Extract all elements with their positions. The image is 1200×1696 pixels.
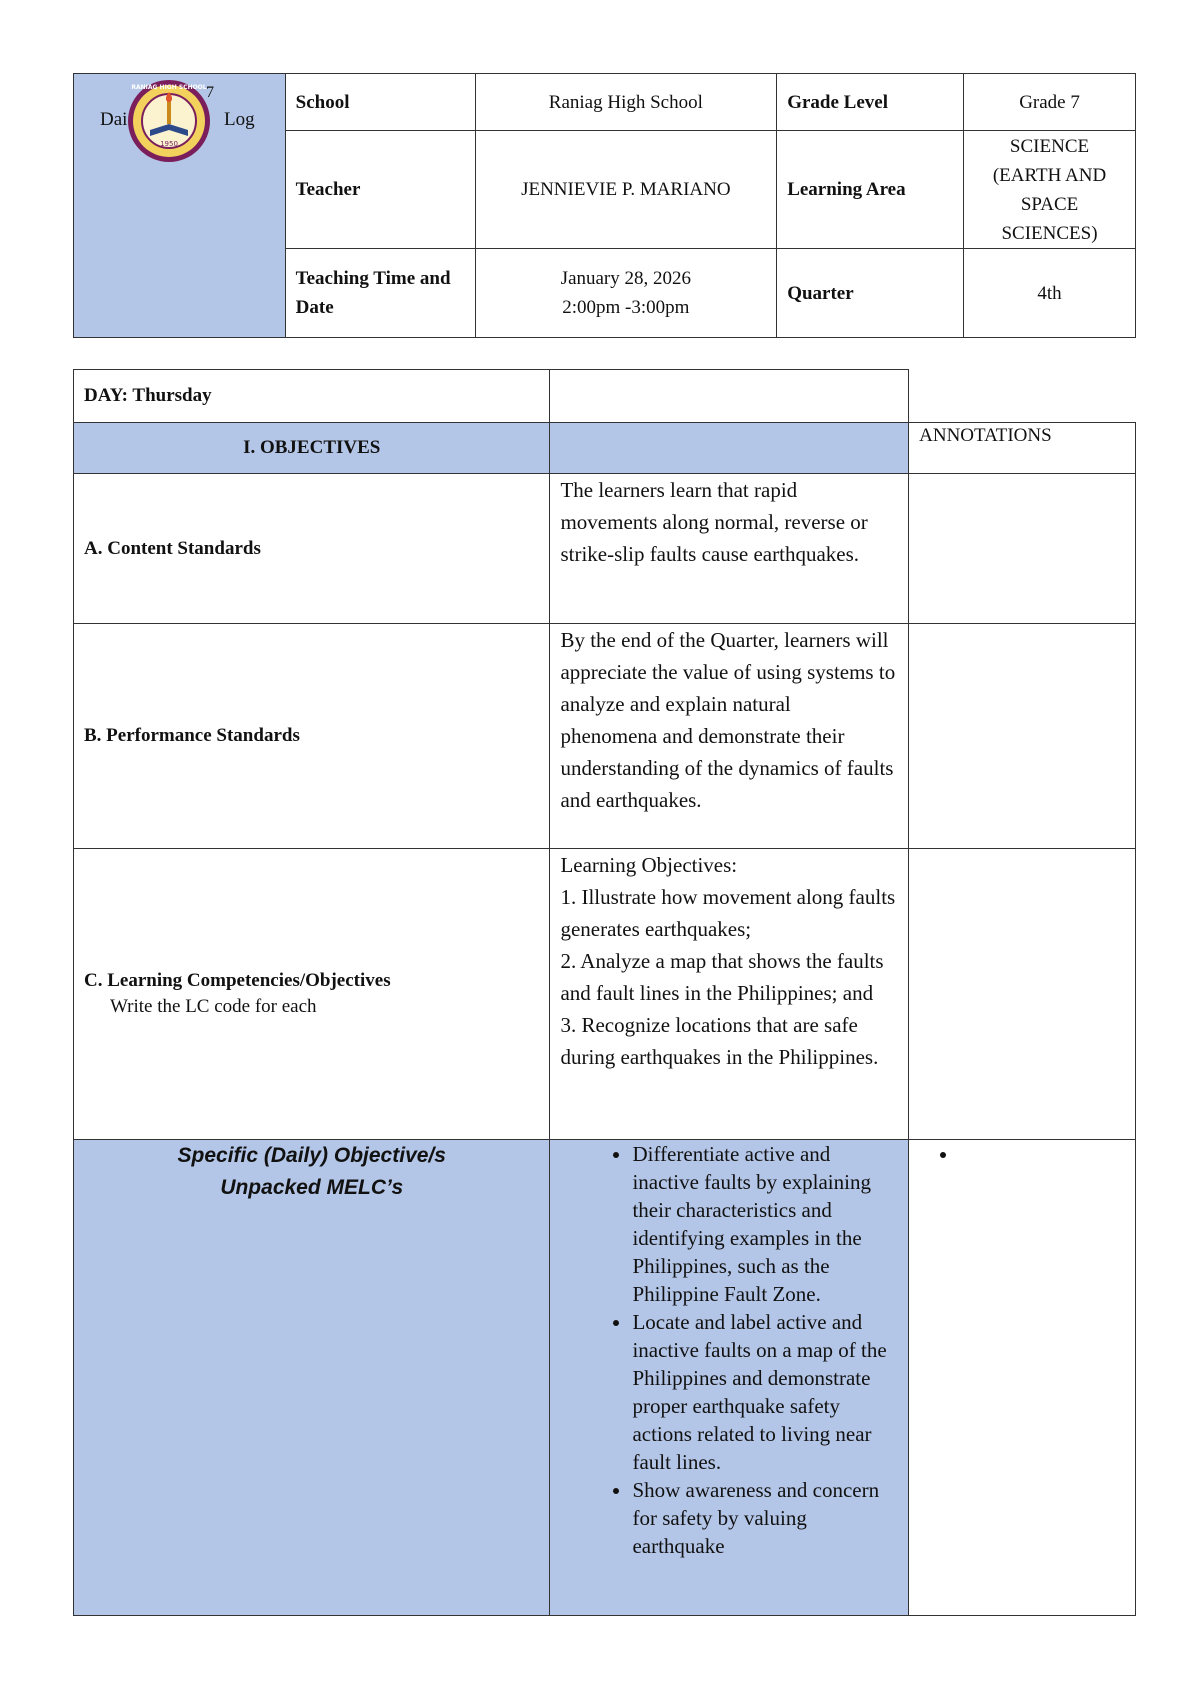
competencies-sub: Write the LC code for each: [110, 996, 317, 1017]
specific-objectives-annotation: [909, 1140, 1136, 1616]
specific-label-line-2: Unpacked MELC’s: [220, 1176, 404, 1199]
specific-objective-item: • Locate and label active and inactive faults on a map of the Philippines and demonstrate proper earthquake safety actions related to living near fault lines.: [632, 1308, 898, 1476]
content-standards-text: The learners learn that rapid movements along normal, reverse or strike-slip faults cause earthquakes.: [550, 474, 909, 624]
performance-standards-annotation: [909, 624, 1136, 849]
empty-corner: [909, 370, 1136, 423]
logo-left-text: Dai: [100, 109, 128, 130]
school-label: School: [285, 74, 475, 131]
learning-objective-item: 3. Recognize locations that are safe during earthquakes in the Philippines.: [560, 1013, 879, 1069]
header-table: [73, 73, 1136, 338]
content-standards-label: A. Content Standards: [74, 474, 550, 624]
learning-objectives-heading: Learning Objectives:: [560, 853, 738, 877]
specific-objective-item: • Show awareness and concern for safety by valuing earthquake: [632, 1476, 898, 1560]
seal-year: 1950: [160, 140, 178, 148]
seal-text: RANIAG HIGH SCHOOL: [131, 84, 207, 91]
day-label: DAY: Thursday: [74, 370, 550, 423]
performance-standards-text-1: By the end of the Quarter, learners will appreciate the value of using systems to analyze and explain natural: [560, 628, 896, 716]
logo-cell: [74, 74, 286, 338]
learning-objective-item: 2. Analyze a map that shows the faults and fault lines in the Philippines; and: [560, 949, 884, 1005]
grade-level-label: Grade Level: [777, 74, 964, 131]
specific-objectives-cell: [550, 1140, 909, 1616]
objectives-table: [73, 369, 1136, 1616]
quarter-label: Quarter: [777, 249, 964, 338]
grade-level-value: Grade 7: [964, 74, 1136, 131]
specific-objectives-list: [550, 1140, 898, 1560]
performance-standards-label: B. Performance Standards: [74, 624, 550, 849]
logo-superscript: 7: [206, 84, 214, 101]
learning-objective-item: 1. Illustrate how movement along faults generates earthquakes;: [560, 885, 896, 941]
objectives-heading: I. OBJECTIVES: [74, 423, 550, 474]
teaching-time-label: Teaching Time and Date: [285, 249, 475, 338]
objectives-blank-cell: [550, 423, 909, 474]
quarter-value: 4th: [964, 249, 1136, 338]
content-standards-annotation: [909, 474, 1136, 624]
annotations-heading: ANNOTATIONS: [909, 423, 1136, 474]
logo-right-text: Log: [224, 109, 255, 130]
teaching-time: 2:00pm -3:00pm: [562, 297, 690, 318]
competencies-annotation: [909, 849, 1136, 1140]
annotation-bullet-list: [909, 1140, 1135, 1168]
school-seal-icon: [126, 78, 212, 164]
specific-objective-item: • Differentiate active and inactive faults by explaining their characteristics and identifying examples in the Philippines, such as the Philippine Fault Zone.: [632, 1140, 898, 1308]
competencies-label: C. Learning Competencies/Objectives: [84, 970, 391, 991]
specific-objectives-label: [74, 1140, 550, 1616]
specific-label-line-1: Specific (Daily) Objective/s: [177, 1144, 446, 1167]
school-value: Raniag High School: [475, 74, 777, 131]
learning-area-value: SCIENCE (EARTH AND SPACE SCIENCES): [964, 131, 1136, 249]
annotation-bullet-item: [959, 1140, 1135, 1168]
performance-standards-cell: [550, 624, 909, 849]
competencies-cell: [74, 849, 550, 1140]
day-blank-cell: [550, 370, 909, 423]
teacher-label: Teacher: [285, 131, 475, 249]
teaching-date: January 28, 2026: [560, 268, 692, 289]
performance-standards-text-2: phenomena and demonstrate their understanding of the dynamics of faults and earthquakes.: [560, 724, 894, 812]
learning-area-label: Learning Area: [777, 131, 964, 249]
teaching-time-value: [475, 249, 777, 338]
teacher-value: JENNIEVIE P. MARIANO: [475, 131, 777, 249]
learning-objectives-cell: [550, 849, 909, 1140]
